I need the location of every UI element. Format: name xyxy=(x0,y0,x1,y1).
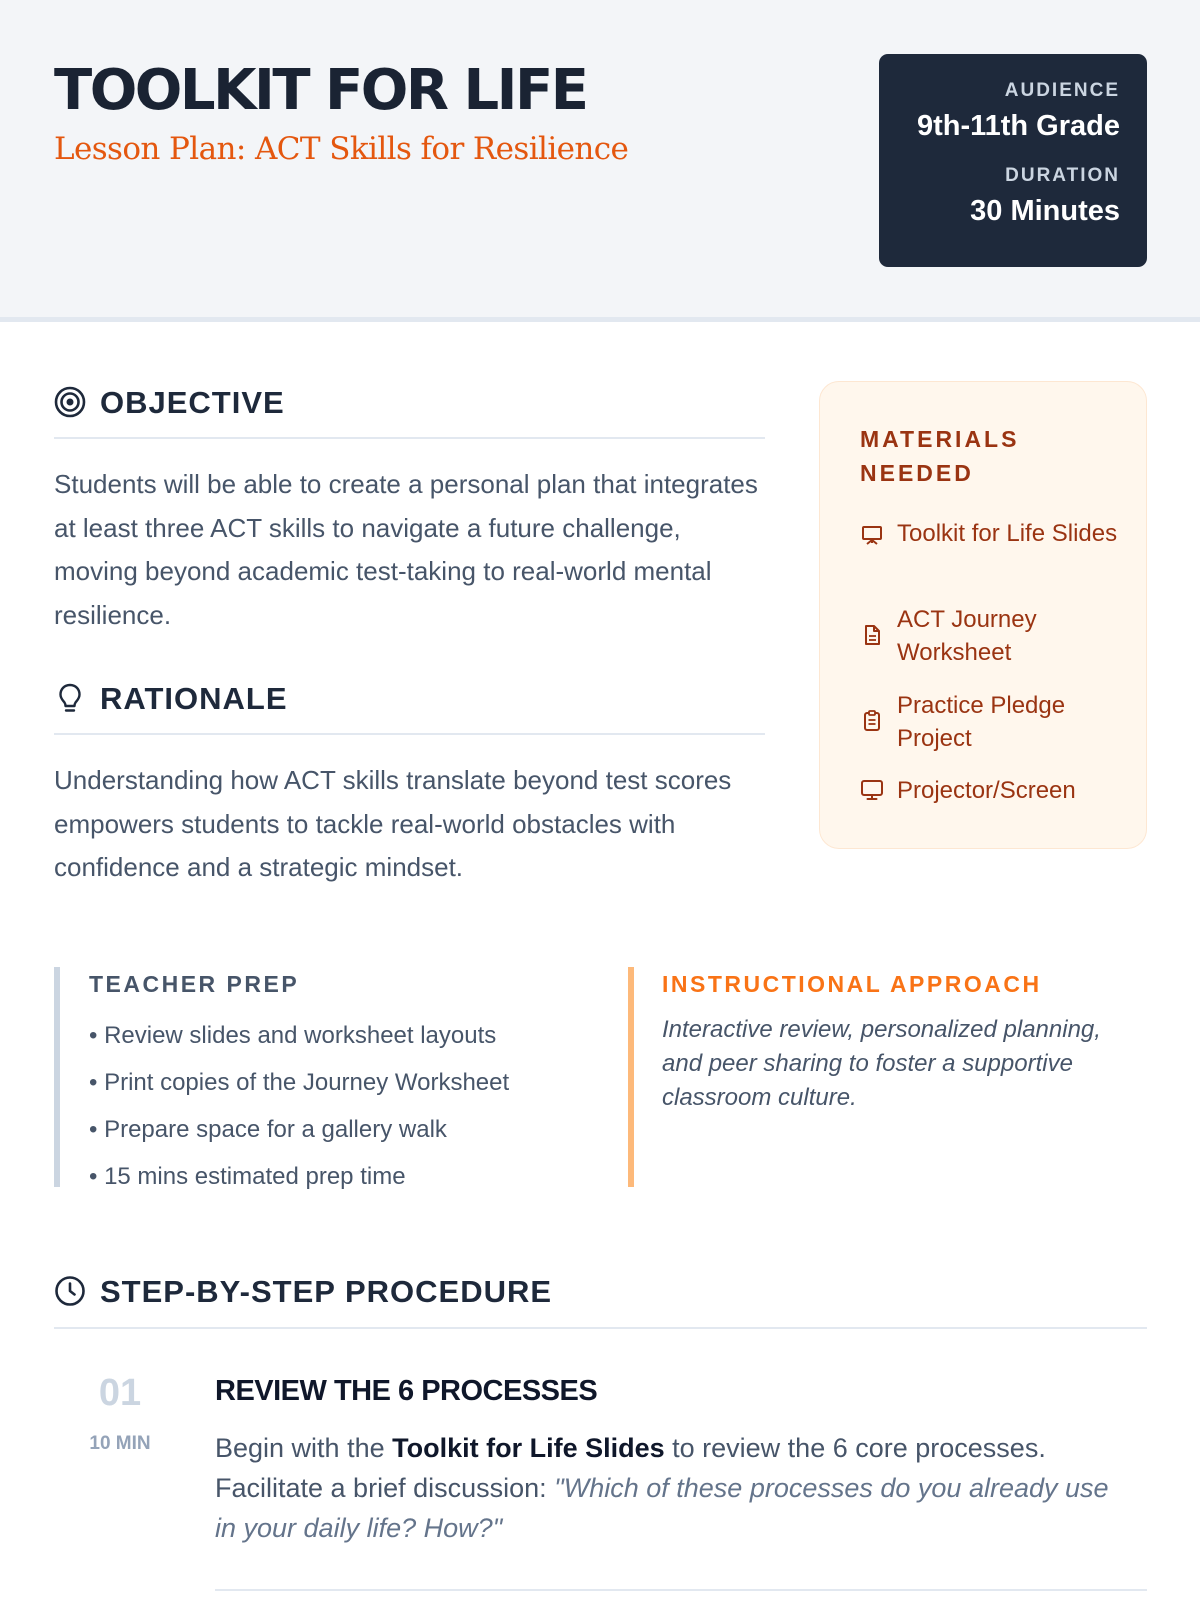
materials-title: MATERIALS NEEDED xyxy=(860,426,1020,486)
list-item: • Prepare space for a gallery walk xyxy=(89,1116,447,1143)
lesson-meta-card xyxy=(879,54,1147,267)
target-icon xyxy=(54,386,86,418)
list-item: • Review slides and worksheet layouts xyxy=(89,1022,497,1049)
duration-value: 30 Minutes xyxy=(970,195,1120,227)
step-time: 10 MIN xyxy=(89,1433,151,1454)
step-divider xyxy=(215,1589,1147,1591)
page-header xyxy=(0,0,1200,322)
teacher-prep-box xyxy=(54,967,574,1190)
material-item-label: Toolkit for Life Slides xyxy=(897,520,1118,547)
instructional-approach-text: Interactive review, personalized planning, and peer sharing to foster a supportive classroom culture. xyxy=(662,1016,1101,1111)
procedure-heading xyxy=(54,1272,1147,1329)
step-body-text: to review the 6 core processes. Facilitate a brief discussion: xyxy=(215,1433,1046,1503)
material-item-label: Practice Pledge Project xyxy=(897,692,1066,752)
clipboard-icon xyxy=(860,709,884,733)
objective-heading xyxy=(54,383,765,439)
duration-label: DURATION xyxy=(1005,165,1120,186)
list-item: • 15 mins estimated prep time xyxy=(89,1163,406,1190)
presentation-icon xyxy=(860,523,884,547)
page-subtitle: Lesson Plan: ACT Skills for Resilience xyxy=(54,131,629,167)
step-body xyxy=(215,1428,1125,1548)
rationale-text: Understanding how ACT skills translate beyond test scores empowers students to tackle real-world obstacles with confidence and a strategic mindset. xyxy=(54,765,732,882)
teacher-prep-title: TEACHER PREP xyxy=(89,971,300,997)
step-body-text: Begin with the xyxy=(215,1433,393,1463)
monitor-icon xyxy=(860,778,884,802)
audience-value: 9th-11th Grade xyxy=(916,110,1120,142)
list-item: • Print copies of the Journey Worksheet xyxy=(89,1069,510,1096)
document-icon xyxy=(860,623,884,647)
audience-label: AUDIENCE xyxy=(1004,80,1120,101)
materials-card xyxy=(819,381,1147,849)
procedure-heading-label: STEP-BY-STEP PROCEDURE xyxy=(100,1274,553,1309)
instructional-approach-title: INSTRUCTIONAL APPROACH xyxy=(662,971,1042,997)
instructional-approach-box xyxy=(628,967,1147,1187)
step-discussion-quote: "Which of these processes do you already use in your daily life? How?" xyxy=(215,1473,1109,1543)
step-number: 01 xyxy=(98,1372,142,1414)
objective-heading-label: OBJECTIVE xyxy=(100,385,285,420)
step-title: REVIEW THE 6 PROCESSES xyxy=(215,1375,598,1407)
material-item-label: ACT Journey Worksheet xyxy=(897,606,1037,666)
objective-text: Students will be able to create a personal plan that integrates at least three ACT skills to navigate a future challenge, moving beyond academic test-taking to real-world mental resilience. xyxy=(54,469,758,630)
step-body-highlight: Toolkit for Life Slides xyxy=(392,1433,665,1463)
teacher-prep-list xyxy=(89,1012,574,1200)
page-title: TOOLKIT FOR LIFE xyxy=(54,58,587,123)
material-item-label: Projector/Screen xyxy=(897,777,1076,804)
rationale-heading xyxy=(54,679,765,735)
clock-icon xyxy=(54,1275,86,1307)
lightbulb-icon xyxy=(54,682,86,714)
rationale-heading-label: RATIONALE xyxy=(100,681,288,716)
